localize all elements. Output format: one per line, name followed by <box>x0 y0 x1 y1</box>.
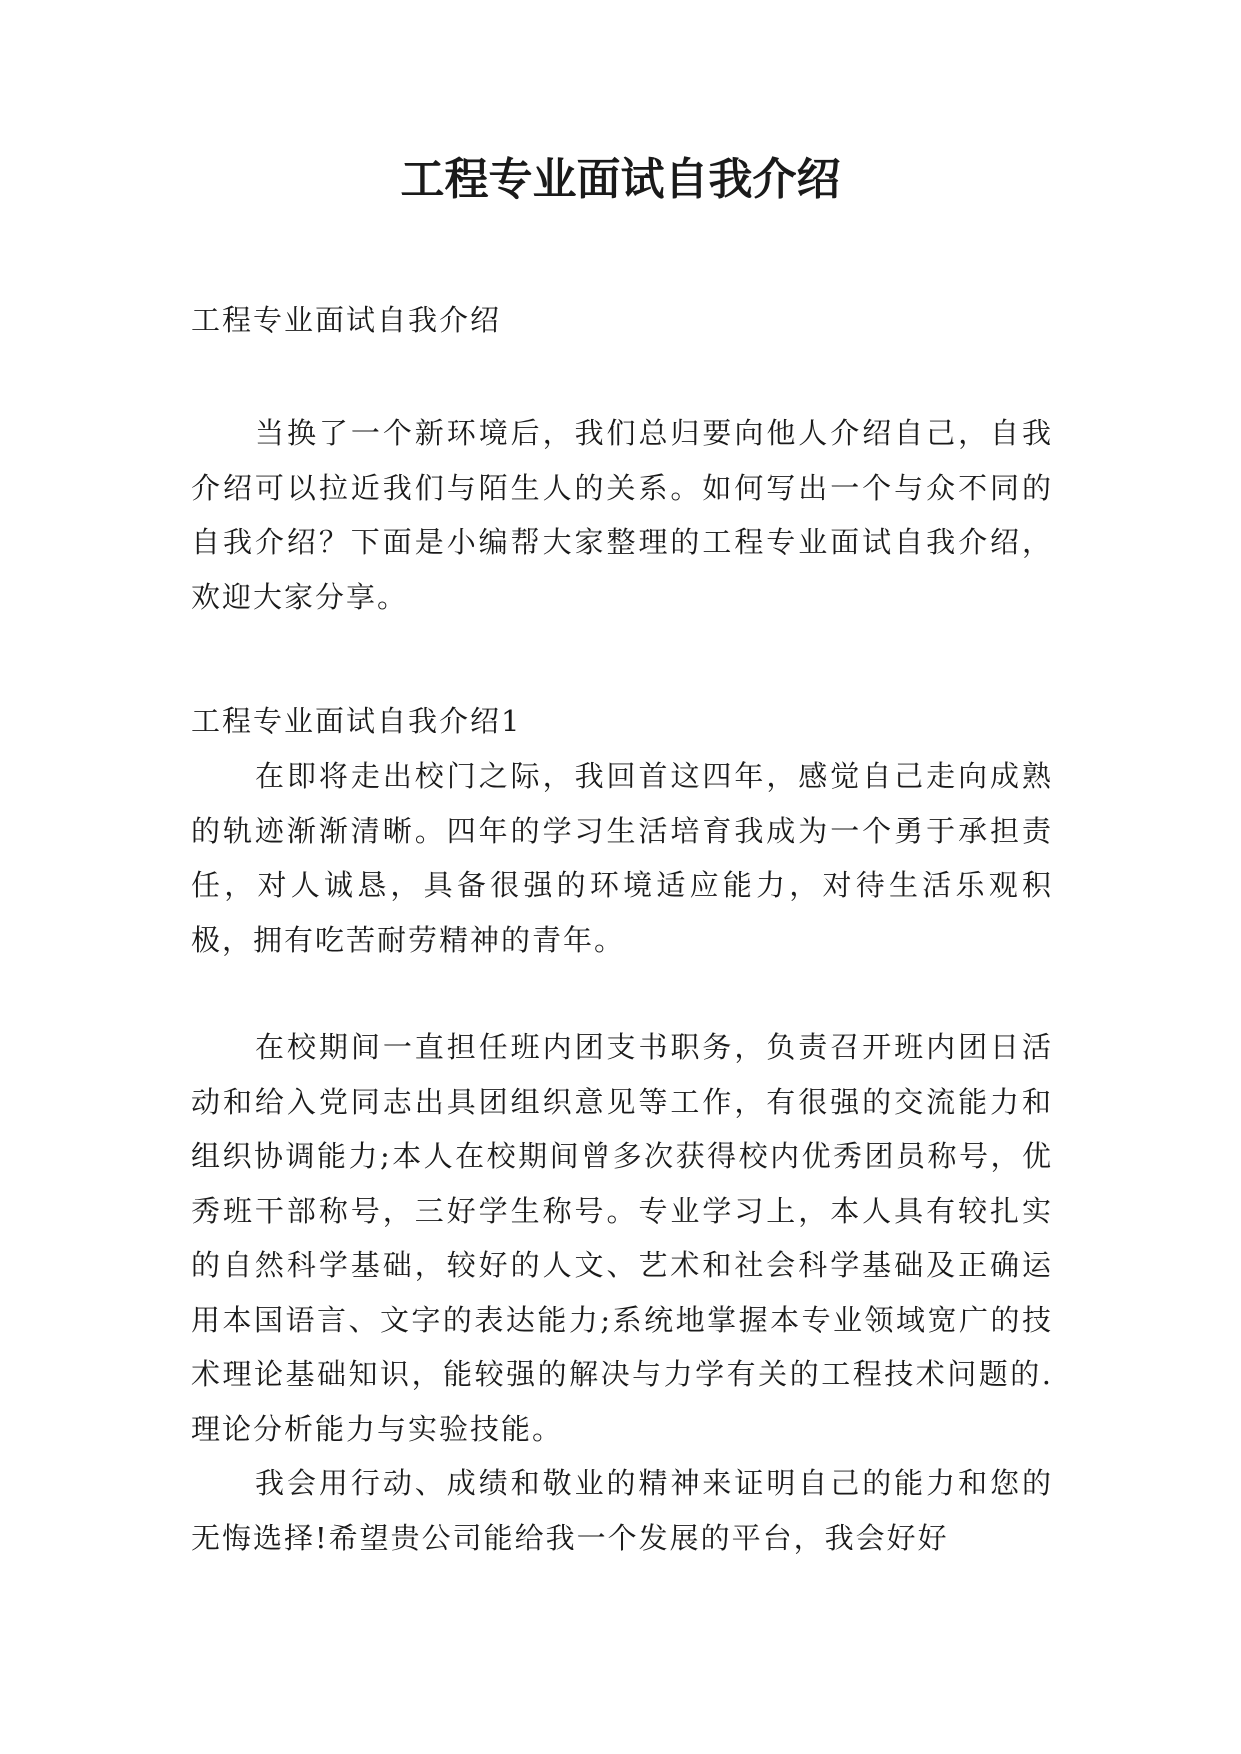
document-title: 工程专业面试自我介绍 <box>400 154 841 205</box>
intro-paragraph: 当换了一个新环境后，我们总归要向他人介绍自己，自我介绍可以拉近我们与陌生人的关系。如何写出一个与众不同的自我介绍？下面是小编帮大家整理的工程专业面试自我介绍，欢迎大家分享。 <box>191 416 1053 614</box>
section-heading: 工程专业面试自我介绍1 <box>191 704 522 738</box>
body-paragraph: 在即将走出校门之际，我回首这四年，感觉自己走向成熟的轨迹渐渐清晰。四年的学习生活培育我成为一个勇于承担责任，对人诚恳，具备很强的环境适应能力，对待生活乐观积极，拥有吃苦耐劳精神的青年。 <box>191 759 1053 957</box>
document-subtitle: 工程专业面试自我介绍 <box>191 303 502 337</box>
body-paragraph: 我会用行动、成绩和敬业的精神来证明自己的能力和您的无悔选择!希望贵公司能给我一个发展的平台，我会好好 <box>191 1466 1053 1555</box>
body-paragraph: 在校期间一直担任班内团支书职务，负责召开班内团日活动和给入党同志出具团组织意见等工作，有很强的交流能力和组织协调能力;本人在校期间曾多次获得校内优秀团员称号，优秀班干部称号，三好学生称号。专业学习上，本人具有较扎实的自然科学基础，较好的人文、艺术和社会科学基础及正确运用本国语言、文字的表达能力;系统地掌握本专业领域宽广的技术理论基础知识，能较强的解决与力学有关的工程技术问题的.理论分析能力与实验技能。 <box>191 1030 1053 1446</box>
